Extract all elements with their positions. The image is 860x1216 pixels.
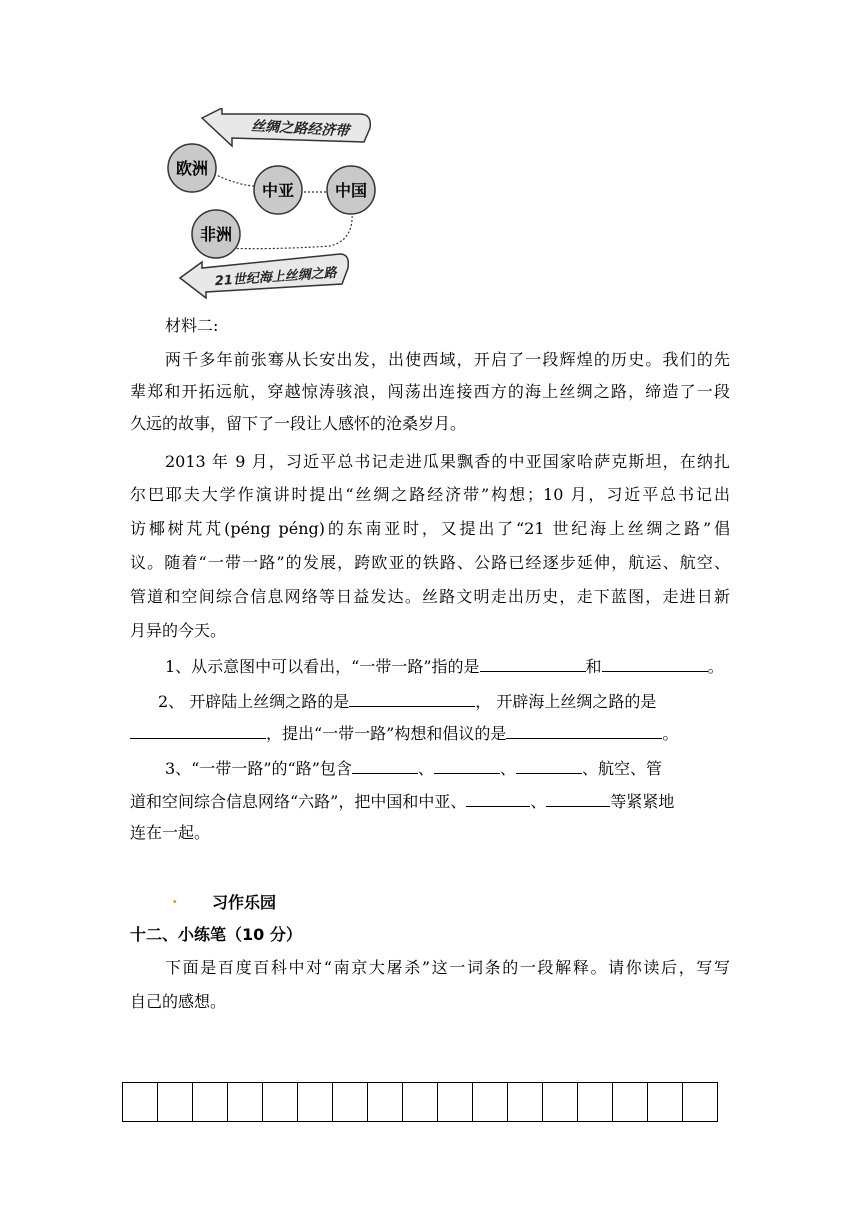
grid-cell[interactable] <box>403 1083 438 1122</box>
writing-prompt: 自己的感想。 <box>130 992 227 1011</box>
paragraph-line: 议。随着“一带一路”的发展，跨欧亚的铁路、公路已经逐步延伸，航运、航空、 <box>130 553 730 572</box>
paragraph-line: 久远的故事，留下了一段让人感怀的沧桑岁月。 <box>130 414 467 433</box>
europe-label: 欧洲 <box>175 159 209 178</box>
question-3-line-1: 3、“一带一路”的“路”包含 、 、 、航空、管 <box>165 759 662 778</box>
africa-label: 非洲 <box>199 225 233 244</box>
grid-cell[interactable] <box>473 1083 508 1122</box>
writing-prompt: 下面是百度百科中对“南京大屠杀”这一词条的一段解释。请你读后，写写 <box>165 958 730 977</box>
answer-blank[interactable] <box>602 655 708 672</box>
answer-blank[interactable] <box>546 790 610 807</box>
china-label: 中国 <box>334 181 368 200</box>
grid-cell[interactable] <box>683 1083 718 1122</box>
belt-label: 丝绸之路经济带 <box>250 118 350 140</box>
question-1: 1、从示意图中可以看出，“一带一路”指的是 和 。 <box>165 657 724 676</box>
question-3-line-2: 道和空间综合信息网络“六路”，把中国和中亚、 、 等紧紧地 <box>130 792 675 811</box>
material-heading: 材料二: <box>165 316 219 335</box>
maritime-road-label: 21世纪海上丝绸之路 <box>214 265 338 290</box>
question-2-line-1: 2、 开辟陆上丝绸之路的是 ， 开辟海上丝绸之路的是 <box>158 692 657 711</box>
answer-blank[interactable] <box>130 722 266 739</box>
bullet-dot: . <box>172 888 178 907</box>
grid-cell[interactable] <box>648 1083 683 1122</box>
belt-and-road-diagram <box>160 108 380 308</box>
grid-cell[interactable] <box>193 1083 228 1122</box>
grid-cell[interactable] <box>368 1083 403 1122</box>
grid-cell[interactable] <box>578 1083 613 1122</box>
answer-blank[interactable] <box>434 757 500 774</box>
answer-blank[interactable] <box>349 690 475 707</box>
section-title: 习作乐园 <box>212 893 277 912</box>
paragraph-line: 尔巴耶夫大学作演讲时提出“丝绸之路经济带”构想；10 月，习近平总书记出 <box>130 485 730 504</box>
grid-cell[interactable] <box>228 1083 263 1122</box>
paragraph-line: 2013 年 9 月，习近平总书记走进瓜果飘香的中亚国家哈萨克斯坦，在纳扎 <box>165 452 730 471</box>
grid-row <box>123 1083 718 1122</box>
central-asia-label: 中亚 <box>261 181 295 200</box>
paragraph-line: 访椰树芃芃(péng péng)的东南亚时，又提出了“21 世纪海上丝绸之路”倡 <box>130 519 730 538</box>
answer-blank[interactable] <box>506 722 662 739</box>
grid-cell[interactable] <box>508 1083 543 1122</box>
grid-cell[interactable] <box>613 1083 648 1122</box>
grid-cell[interactable] <box>263 1083 298 1122</box>
answer-blank[interactable] <box>352 757 418 774</box>
question-3-line-3: 连在一起。 <box>130 823 211 842</box>
paragraph-line: 两千多年前张骞从长安出发，出使西域，开启了一段辉煌的历史。我们的先 <box>165 350 730 369</box>
paragraph-line: 月异的今天。 <box>130 621 227 640</box>
exercise-heading: 十二、小练笔（10 分） <box>130 925 302 944</box>
paragraph-line: 辈郑和开拓远航，穿越惊涛骇浪，闯荡出连接西方的海上丝绸之路，缔造了一段 <box>130 382 730 401</box>
writing-grid <box>122 1082 718 1122</box>
grid-cell[interactable] <box>543 1083 578 1122</box>
grid-cell[interactable] <box>298 1083 333 1122</box>
question-2-line-2: ，提出“一带一路”构想和倡议的是 。 <box>130 722 730 744</box>
answer-blank[interactable] <box>466 790 530 807</box>
grid-cell[interactable] <box>158 1083 193 1122</box>
paragraph-line: 管道和空间综合信息网络等日益发达。丝路文明走出历史，走下蓝图，走进日新 <box>130 587 730 606</box>
answer-blank[interactable] <box>516 757 582 774</box>
grid-cell[interactable] <box>333 1083 368 1122</box>
grid-cell[interactable] <box>438 1083 473 1122</box>
grid-cell[interactable] <box>123 1083 158 1122</box>
answer-blank[interactable] <box>480 655 586 672</box>
